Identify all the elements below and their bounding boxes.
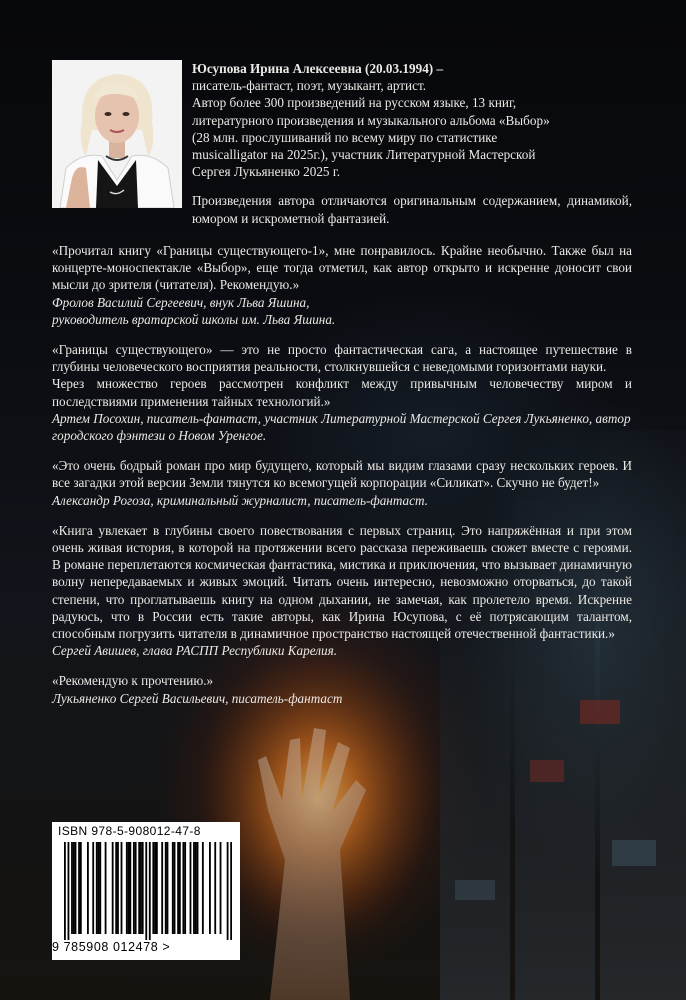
barcode-bar [174, 842, 176, 934]
review-author: Фролов Василий Сергеевич, внук Льва Яшина, [52, 294, 310, 310]
barcode-bar [142, 842, 144, 934]
review-text: «Рекомендую к прочтению.» [52, 673, 214, 689]
barcode-bar [138, 842, 140, 934]
bio-line: Автор более 300 произведений на русском языке, 13 книг, [192, 95, 517, 111]
barcode-bar [128, 842, 130, 934]
barcode-bar [167, 842, 169, 934]
barcode-bar [98, 842, 100, 934]
bio-line: литературного произведения и музыкального альбома «Выбор» [192, 112, 550, 128]
barcode-bar [172, 842, 174, 934]
barcode-bar [96, 842, 98, 934]
review-text: «Книга увлекает в глубины своего повествования с первых страниц. Это напряжённая и при этом очень живая история, в которой на протяжении всего рассказа переживаешь сюжет вместе с героями. В романе переплетаются космическая фантастика, мистика и приключения, что вызывает динамичную волну непередаваемых и живых эмоций. Читать очень интересно, невозможно оторваться, до такой степени, что проглатываешь книгу на одном дыхании, не замечая, как пролетело время. Искренне радуюсь, что в России есть такие авторы, как Ирина Юсупова, с её потрясающим талантом, способным погрузить читателя в динамичное пространство настоящей отечественной фантастики.» [52, 522, 632, 642]
review-text: «Это очень бодрый роман про мир будущего, который мы видим глазами сразу нескольких героев. И все загадки этой версии Земли тянутся ко всемогущей корпорации «Силикат». Скучно не будет!» [52, 458, 632, 491]
barcode-bar [115, 842, 117, 934]
barcode-bar [177, 842, 179, 934]
barcode-bar [220, 842, 222, 934]
barcode-bar [227, 842, 229, 940]
review [52, 242, 632, 328]
barcode-bar [230, 842, 232, 940]
barcode-bar [73, 842, 75, 934]
author-photo [52, 60, 182, 208]
barcode-bar [68, 842, 70, 940]
review-text: Через множество героев рассмотрен конфликт между привычным человечеству миром и последствиями применения тайных технологий.» [52, 376, 632, 409]
barcode-bar [117, 842, 119, 934]
author-portrait [52, 60, 182, 208]
review-author: Сергей Авишев, глава РАСПП Республики Карелия. [52, 643, 337, 659]
review [52, 341, 632, 444]
barcode-digits: 9 785908 012478 > [52, 940, 171, 954]
reviews [52, 242, 632, 720]
barcode-bar [126, 842, 128, 934]
isbn-barcode [52, 822, 240, 960]
barcode-bar [75, 842, 77, 934]
review-author: Артем Посохин, писатель-фантаст, участник Литературной Мастерской Сергея Лукьяненко, автор городского фэнтези о Новом Уренгое. [52, 410, 631, 444]
barcode-bar [154, 842, 156, 934]
barcode-bar [202, 842, 204, 934]
bio-line: Сергея Лукьяненко 2025 г. [192, 164, 341, 180]
barcode-bar [161, 842, 163, 934]
barcode-bar [149, 842, 151, 940]
barcode-bar [87, 842, 89, 934]
barcode-bar [214, 842, 216, 934]
barcode-bar [99, 842, 101, 934]
bio-works: Произведения автора отличаются оригинальным содержанием, динамикой, юмором и искрометной фантазией. [192, 193, 632, 226]
barcode-bar [193, 842, 195, 934]
barcode-bar [190, 842, 192, 934]
barcode-bar [80, 842, 82, 934]
review-author: руководитель вратарской школы им. Льва Яшина. [52, 311, 336, 327]
review [52, 457, 632, 509]
review-text: «Прочитал книгу «Границы существующего-1», мне понравилось. Крайне необычно. Также был на концерте-моноспектакле «Выбор», еще тогда отметил, как автор открыто и искренне доносит свои мысли до зрителя (читателя). Рекомендую.» [52, 243, 632, 293]
barcode-bar [152, 842, 154, 934]
barcode-bar [112, 842, 114, 934]
bio-line: (28 млн. прослушиваний по всему миру по статистике [192, 129, 498, 145]
barcode-bar [184, 842, 186, 934]
barcode-bar [197, 842, 199, 934]
review-author: Александр Рогоза, криминальный журналист, писатель-фантаст. [52, 492, 428, 508]
barcode-bar [105, 842, 107, 934]
barcode-bar [182, 842, 184, 934]
barcode-bar [156, 842, 158, 934]
review-author: Лукьяненко Сергей Васильевич, писатель-фантаст [52, 690, 343, 706]
bio-line: писатель-фантаст, поэт, музыкант, артист. [192, 78, 427, 94]
barcode-bar [145, 842, 147, 940]
bio-line: musicalligator на 2025г.), участник Литературной Мастерской [192, 147, 536, 163]
review [52, 672, 632, 706]
isbn-label: ISBN 978-5-908012-47-8 [58, 824, 201, 838]
barcode-bar [195, 842, 197, 934]
author-bio [192, 60, 632, 227]
barcode-bar [209, 842, 211, 934]
barcode-bar [140, 842, 142, 934]
barcode-bar [179, 842, 181, 934]
barcode-bar [92, 842, 94, 934]
barcode-bars [64, 842, 232, 940]
review [52, 522, 632, 660]
barcode-bar [135, 842, 137, 934]
barcode-bar [133, 842, 135, 934]
barcode-bar [121, 842, 123, 934]
author-name: Юсупова Ирина Алексеевна (20.03.1994) – [192, 61, 444, 76]
review-text: «Границы существующего» — это не просто фантастическая сага, а настоящее путешествие в глубины человеческого восприятия реальности, столкнувшейся с неведомыми горизонтами науки. [52, 342, 632, 375]
barcode-bar [64, 842, 66, 940]
barcode-bar [165, 842, 167, 934]
barcode-bar [78, 842, 80, 934]
barcode-bar [71, 842, 73, 934]
barcode-bar [129, 842, 131, 934]
